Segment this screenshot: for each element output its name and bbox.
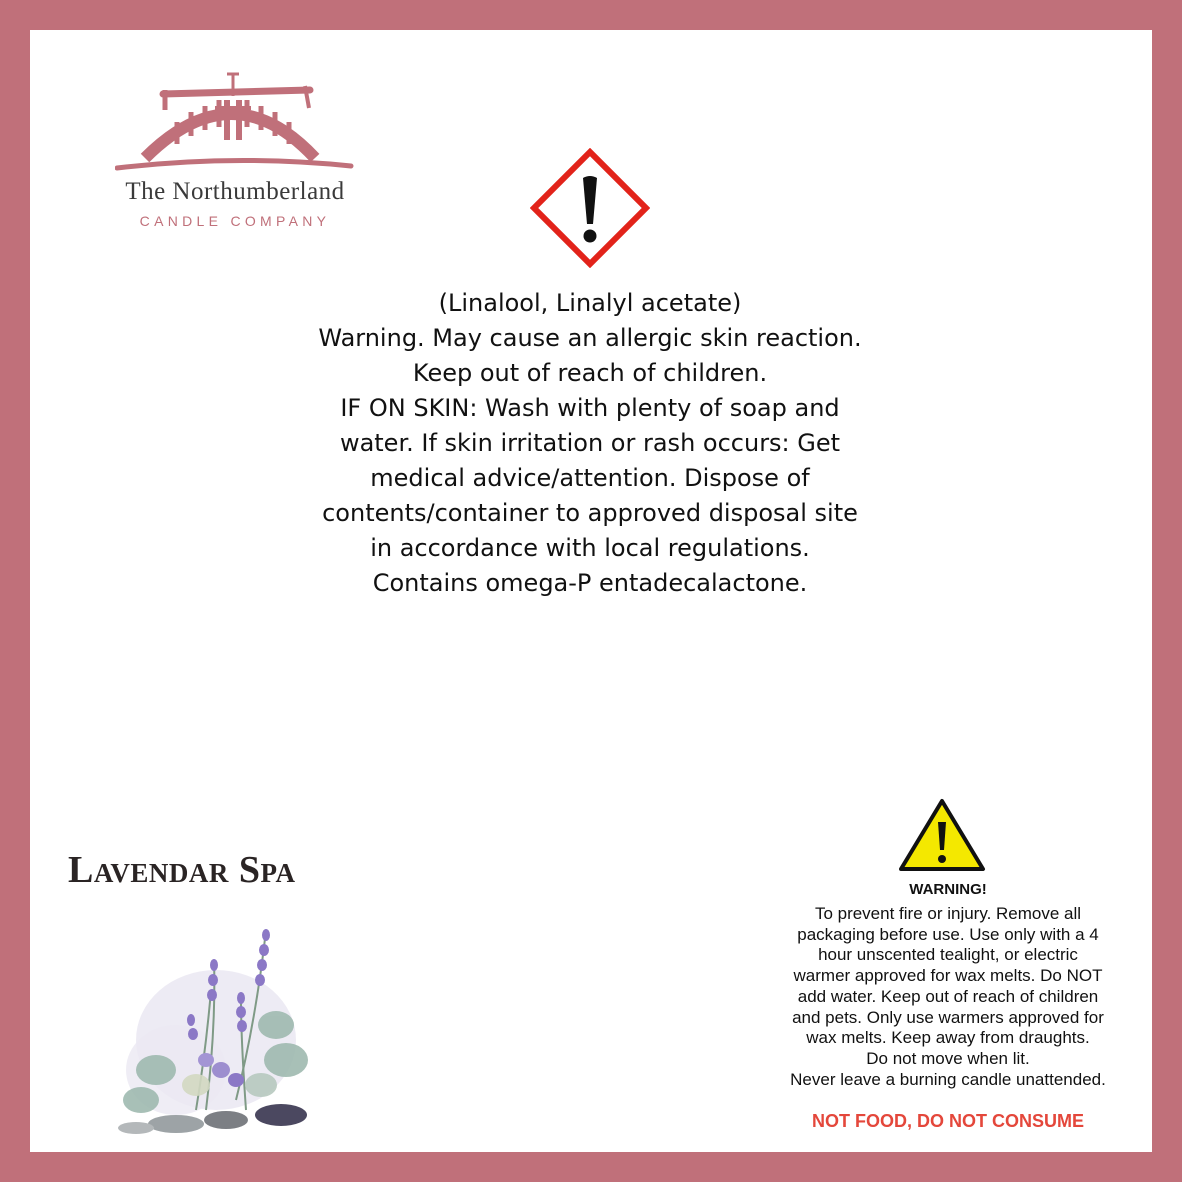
warning-triangle: [898, 798, 986, 877]
warning-triangle-icon: [898, 798, 986, 872]
lavender-eucalyptus-illustration: [96, 910, 316, 1140]
hazard-line: medical advice/attention. Dispose of: [370, 464, 810, 492]
hazard-statement: [230, 286, 950, 601]
hazard-line: water. If skin irritation or rash occurs: Get: [339, 429, 841, 457]
hazard-line: contents/container to approved disposal site: [322, 499, 858, 527]
safety-line: packaging before use. Use only with a 4: [797, 924, 1099, 944]
exclamation-mark-diamond-icon: [530, 148, 650, 268]
product-label: [30, 30, 1152, 1152]
safety-line: To prevent fire or injury. Remove all: [814, 904, 1082, 923]
hazard-line: (Linalool, Linalyl acetate): [438, 289, 742, 317]
safety-line: add water. Keep out of reach of children: [797, 986, 1099, 1006]
safety-line: hour unscented tealight, or electric: [818, 945, 1078, 965]
safety-line: wax melts. Keep away from draughts.: [806, 1028, 1090, 1048]
safety-line: and pets. Only use warmers approved for: [792, 1007, 1104, 1027]
hazard-line: IF ON SKIN: Wash with plenty of soap and: [340, 394, 840, 422]
product-name: Lavendar Spa: [68, 849, 296, 891]
hazard-line: Contains omega-P entadecalactone.: [372, 569, 808, 597]
safety-instructions: [748, 904, 1148, 1090]
bridge-logo-icon: [115, 50, 355, 175]
safety-line: warmer approved for wax melts. Do NOT: [793, 966, 1103, 986]
warning-title: WARNING!: [909, 881, 987, 898]
ghs-pictogram: [530, 148, 650, 273]
brand-subtitle: CANDLE COMPANY: [139, 213, 331, 229]
brand-name: The Northumberland: [125, 178, 345, 205]
brand-logo: [80, 50, 390, 240]
lavender-illustration: [96, 910, 316, 1145]
safety-line: Do not move when lit.: [866, 1048, 1030, 1068]
safety-line: Never leave a burning candle unattended.: [790, 1069, 1106, 1089]
not-food-notice: NOT FOOD, DO NOT CONSUME: [812, 1111, 1084, 1131]
hazard-line: Warning. May cause an allergic skin reaction.: [318, 324, 862, 352]
hazard-line: Keep out of reach of children.: [412, 359, 768, 387]
hazard-line: in accordance with local regulations.: [370, 534, 810, 562]
